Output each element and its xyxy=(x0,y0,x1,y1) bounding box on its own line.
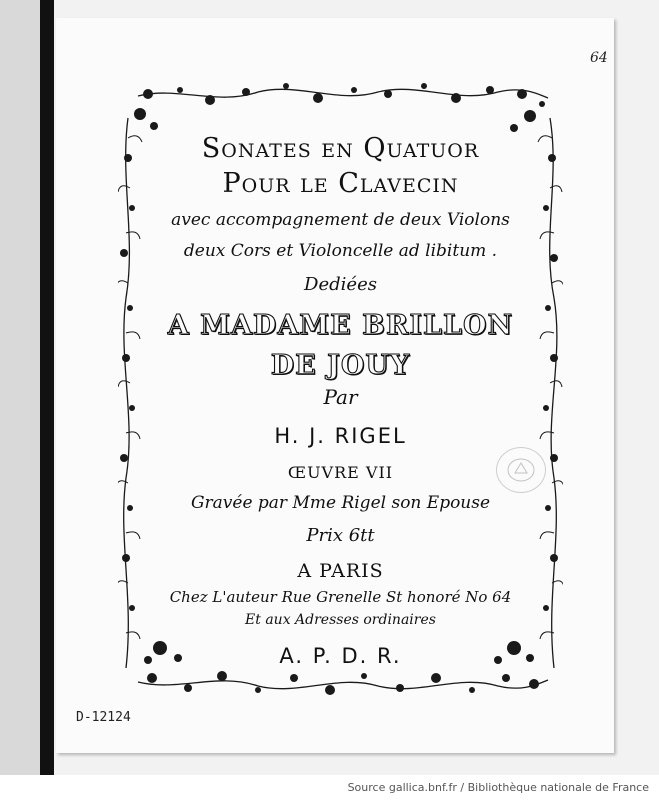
instruments-line: deux Cors et Violoncelle ad libitum . xyxy=(183,241,498,261)
publisher-address: Chez L'auteur Rue Grenelle St honoré No 64 xyxy=(169,588,512,606)
publisher-addresses: Et aux Adresses ordinaires xyxy=(245,612,436,628)
dedicatee-line-2: DE JOUY xyxy=(270,350,411,381)
dedication-label: Dediées xyxy=(304,274,377,295)
accompaniment-line: avec accompagnement de deux Violons xyxy=(171,210,510,230)
binding-edge xyxy=(0,0,42,775)
library-stamp xyxy=(496,447,546,493)
opus-number: ŒUVRE VII xyxy=(287,463,394,482)
privilege-mark: A. P. D. R. xyxy=(279,644,402,668)
page-number: 64 xyxy=(590,50,608,66)
engraver-credit: Gravée par Mme Rigel son Epouse xyxy=(190,493,491,513)
main-title-line-2: Pour le Clavecin xyxy=(222,168,459,199)
main-title-line-1: Sonates en Quatuor xyxy=(201,133,480,164)
dedicatee-line-1: A MADAME BRILLON xyxy=(167,310,514,341)
publisher-city: A PARIS xyxy=(297,560,384,582)
book-spine xyxy=(40,0,54,775)
composer-name: H. J. RIGEL xyxy=(274,424,407,448)
shelfmark: D-12124 xyxy=(76,710,131,725)
price: Prix 6tt xyxy=(306,525,375,546)
source-credit: Source gallica.bnf.fr / Bibliothèque nationale de France xyxy=(347,781,649,794)
stamp-emblem-icon xyxy=(506,457,536,483)
by-label: Par xyxy=(323,385,358,409)
